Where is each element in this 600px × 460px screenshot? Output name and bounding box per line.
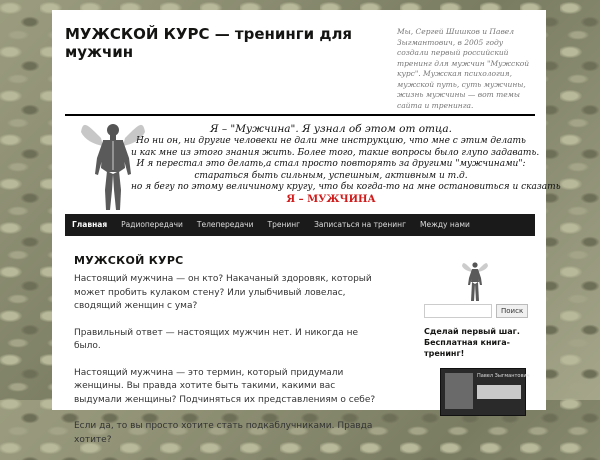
banner-line: стараться быть сильным, успешным, активным и т.д.: [194, 170, 468, 181]
search-input[interactable]: [424, 304, 492, 318]
banner-text: [131, 122, 561, 205]
header-banner: [65, 114, 561, 214]
book-cover[interactable]: [440, 368, 530, 416]
banner-line: и как мне из этого знания жить. Более того, такие вопросы было глупо задавать.: [131, 147, 540, 158]
book-label: [477, 385, 521, 399]
banner-red-line: Я – МУЖЧИНА: [286, 193, 376, 205]
nav-item-home[interactable]: Главная: [72, 220, 108, 229]
search-form: [424, 304, 528, 318]
main-content: [74, 273, 382, 460]
book-portrait: [445, 373, 473, 409]
site-description: Мы, Сергей Шишков и Павел Зыгмантович, в 2005 году создали первый российский тренинг для мужчин "Мужской курс". Мужская психология, мужской путь, суть мужчины, жизнь мужчины — вот темы сайта и тренинга.: [397, 27, 530, 110]
content-paragraph: Настоящий мужчина — это термин, который придумали женщины. Вы правда хотите быть такими, какими вас выдумали женщины? Подчиняться их представлениям о себе?: [74, 367, 376, 405]
nav-item-signup[interactable]: Записаться на тренинг: [314, 220, 407, 229]
nav-item-training[interactable]: Тренинг: [267, 220, 301, 229]
content-paragraph: Настоящий мужчина — он кто? Накачаный здоровяк, который может пробить кулаком стену? Или улыбчивый ловелас, сводящий женщин с ума?: [74, 274, 372, 311]
nav-item-between-us[interactable]: Между нами: [420, 220, 470, 229]
site-title[interactable]: МУЖСКОЙ КУРС — тренинги для мужчин: [65, 25, 353, 61]
banner-line: Но ни он, ни другие человеки не дали мне инструкцию, что мне с этим делать: [136, 136, 526, 146]
banner-line: но я бегу по этому величиному кругу, что бы когда-то на мне остановиться и сказать: [131, 182, 561, 192]
banner-line: Я – "Мужчина". Я узнал об этом от отца.: [210, 123, 452, 135]
nav-item-tv[interactable]: Телепередачи: [196, 220, 254, 229]
sidebar-heading: Сделай первый шаг. Бесплатная книга-тренинг!: [424, 327, 520, 358]
search-button[interactable]: Поиск: [496, 304, 528, 318]
page-title: МУЖСКОЙ КУРС: [74, 254, 184, 267]
content-paragraph: Правильный ответ — настоящих мужчин нет. И никогда не было.: [74, 327, 359, 351]
nav-item-radio[interactable]: Радиопередачи: [121, 220, 183, 229]
content-paragraph: Если да, то вы просто хотите стать подкаблучниками. Правда хотите?: [74, 421, 373, 445]
main-navigation: [65, 214, 535, 236]
sidebar-figure-icon: [462, 260, 488, 302]
banner-line: И я перестал это делать,а стал просто повторять за другими "мужчинами":: [136, 159, 526, 169]
book-author: Павел Зыгмантович: [477, 373, 530, 379]
page: [52, 10, 561, 445]
